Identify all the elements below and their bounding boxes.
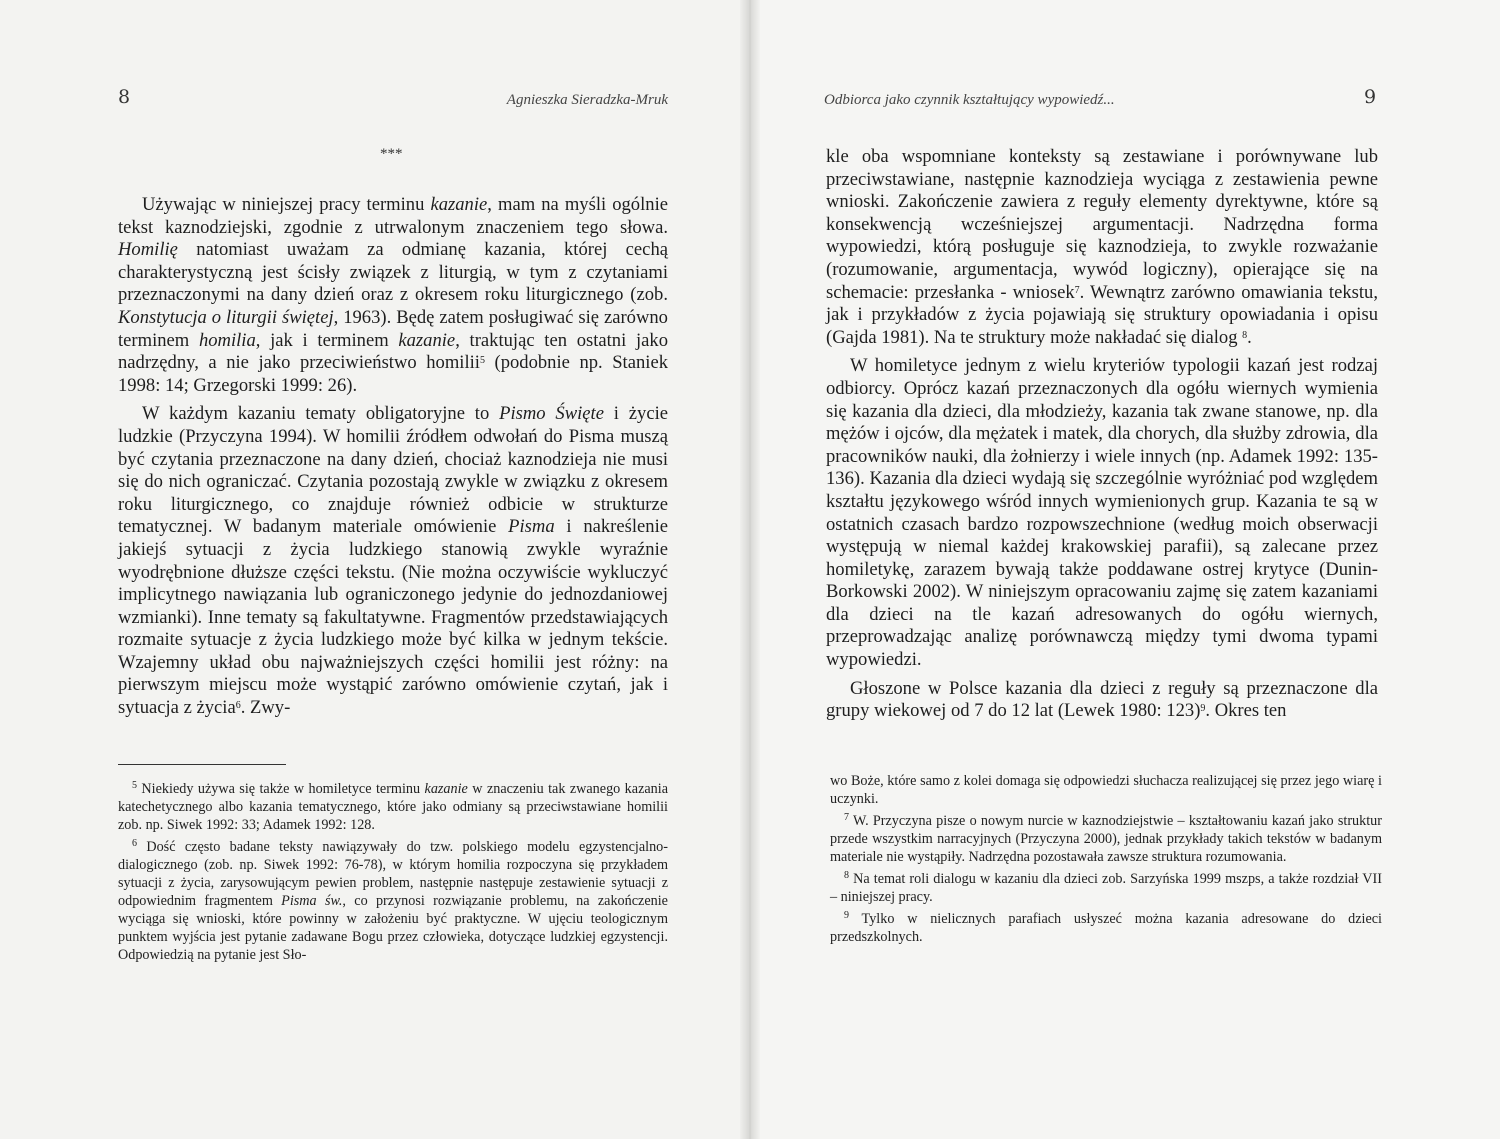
italic-text: Konstytucja o liturgii świętej	[118, 306, 334, 328]
note-reference: 9	[1200, 703, 1206, 715]
text-run: Tylko w nielicznych parafiach usłyszeć można kazania adresowane do dzieci przedszkolnych.	[830, 911, 1382, 945]
footnote	[830, 772, 1382, 808]
italic-text: Pismo Święte	[499, 403, 604, 425]
note-reference: 9	[844, 910, 849, 921]
italic-text: Homilię	[118, 239, 178, 261]
paragraph	[118, 194, 668, 397]
text-run: i nakreślenie jakiejś sytuacji z życia ludzkiego stanowią zwykle wyraźnie wyodrębnione dłuższe części tekstu. (Nie można oczywiście wykluczyć implicytnego nawiązania lub ograniczonego jedynie do jednozdaniowej wzmianki). Inne tematy są fakultatywne. Fragmentów przedstawiających rozmaite sytuacje z życia ludzkiego może być kilka w jednym tekście. Wzajemny układ obu najważniejszych części homilii jest różny: na pierwszym miejscu może wystąpić zarówno omówienie czytań, jak i sytuacja z życia	[118, 516, 668, 719]
note-reference: 8	[1242, 329, 1248, 341]
paragraph	[826, 355, 1378, 671]
paragraph	[118, 403, 668, 719]
italic-text: kazanie	[398, 329, 456, 351]
text-run: , traktując ten ostatni jako nadrzędny, a nie jako przeciwieństwo homilii	[118, 329, 668, 374]
text-run: Na temat roli dialogu w kazaniu dla dzieci zob. Sarzyńska 1999 mszps, a także rozdział VII – niniejszej pracy.	[830, 871, 1382, 905]
text-run: w znaczeniu tak zwanego kazania katechetycznego albo kazania tematycznego, które jako odmiany są przeciwstawiane homilii zob. np. Siwek 1992: 33; Adamek 1992: 128.	[118, 781, 668, 833]
text-run: Dość często badane teksty nawiązywały do tzw. polskiego modelu egzystencjalno-dialogicznego (zob. np. Siwek 1992: 76-78), w którym homilia rozpoczyna się przykładem sytuacji z życia, zarysowującym pewien problem, następnie następuje zestawienie sytuacji z odpowiednim fragmentem	[118, 839, 668, 909]
body-text	[118, 194, 668, 720]
footnote	[830, 870, 1382, 906]
text-run: . Zwy-	[240, 697, 291, 719]
text-run: (podobnie np. Staniek 1998: 14; Grzegorski 1999: 26).	[118, 352, 668, 396]
footnote	[830, 812, 1382, 866]
text-run: Używając w niniejszej pracy terminu	[142, 194, 431, 215]
footnotes	[118, 780, 668, 968]
text-run: Niekiedy używa się także w homiletyce terminu	[137, 781, 425, 797]
footnote	[118, 838, 668, 964]
note-reference: 7	[1074, 284, 1080, 296]
text-run: , 1963). Będę zatem posługiwać się zarówno terminem	[118, 306, 668, 351]
footnotes	[830, 772, 1382, 950]
left-page	[0, 0, 748, 1139]
note-reference: 8	[844, 870, 849, 881]
text-run: wo Boże, które samo z kolei domaga się odpowiedzi słuchacza realizującej się przez jego wiarę i uczynki.	[830, 773, 1382, 807]
paragraph	[826, 678, 1378, 723]
text-run: , mam na myśli ogólnie tekst kaznodziejski, zgodnie z utrwalonym znaczeniem tego słowa.	[118, 194, 668, 238]
note-reference: 7	[844, 812, 849, 823]
body-text	[826, 146, 1378, 723]
book-gutter	[740, 0, 760, 1139]
text-run: i życie ludzkie (Przyczyna 1994). W homilii źródłem odwołań do Pisma muszą być czytania przeznaczone na dany dzień, chociaż kaznodzieja nie musi się do nich ograniczać. Czytania pozostają zwykle w związku z okresem roku liturgicznego, co znajduje również odbicie w strukturze tematycznej. W badanym materiale omówienie	[118, 403, 669, 538]
italic-text: kazanie	[430, 194, 488, 215]
note-reference: 5	[479, 355, 485, 367]
right-page	[752, 0, 1500, 1139]
text-run: . Wewnątrz zarówno omawiania tekstu, jak i przykładów z życia pojawiają się struktury opowiadania i opisu (Gajda 1981). Na te struktury może nakładać się dialog	[826, 281, 1378, 348]
text-run: Głoszone w Polsce kazania dla dzieci z reguły są przeznaczone dla grupy wiekowej od 7 do 12 lat (Lewek 1980: 123)	[826, 677, 1378, 722]
text-run: .	[1247, 326, 1252, 348]
text-run: natomiast uważam za odmianę kazania, której cechą charakterystyczną jest ścisły związek z liturgią, w tym z czytaniami przeznaczonymi na dany dzień oraz z okresem roku liturgicznego (zob.	[118, 239, 668, 306]
italic-text: kazanie	[424, 781, 468, 797]
note-reference: 6	[132, 838, 137, 849]
note-reference: 5	[132, 780, 137, 791]
page-number: 8	[118, 86, 131, 108]
text-run: , jak i terminem	[255, 329, 399, 351]
page-number: 9	[1364, 86, 1377, 108]
italic-text: homilia	[198, 329, 256, 351]
text-run: W. Przyczyna pisze o nowym nurcie w kaznodziejstwie – kształtowaniu kazań jako struktur przede wszystkim narracyjnych (Przyczyna 2000), jednak przykłady takich tekstów w badanym materiale nie wystąpiły. Nadrzędna pozostawała zawsze struktura rozumowania.	[830, 813, 1382, 865]
text-run: kle oba wspomniane konteksty są zestawiane i porównywane lub przeciwstawiane, następnie kaznodzieja wyciąga z zestawienia pewne wnioski. Zakończenie zawiera z reguły elementy dyrektywne, które są konsekwencją wcześniejszej argumentacji. Nadrzędna forma wypowiedzi, którą posługuje się kaznodzieja, to zwykle rozważanie (rozumowanie, argumentacja, wywód logiczny), opierające się na schemacie: przesłanka - wniosek	[826, 146, 1378, 303]
text-run: . Okres ten	[1205, 700, 1287, 722]
text-run: , co przynosi rozwiązanie problemu, na zakończenie wyciąga się wnioski, które powinny w założeniu być praktyczne. W ujęciu teologicznym punktem wyjścia jest pytanie zadawane Bogu przez człowieka, dotyczące ludzkiej egzystencji. Odpowiedzią na pytanie jest Sło-	[118, 893, 668, 963]
text-run: W każdym kazaniu tematy obligatoryjne to	[142, 403, 500, 425]
footnote	[830, 910, 1382, 946]
footnote-rule	[118, 764, 286, 765]
text-run: W homiletyce jednym z wielu kryteriów typologii kazań jest rodzaj odbiorcy. Oprócz kazań przeznaczonych dla ogółu wiernych wymienia się kazania dla dzieci, dla młodzieży, kazania tak zwane stanowe, np. dla mężów i ojców, dla mężatek i matek, dla chorych, dla służby zdrowia, dla pracowników nauki, dla żołnierzy i wiele innych (np. Adamek 1992: 135-136). Kazania dla dzieci wydają się szczególnie wyróżniać pod względem kształtu językowego wśród innych wymienionych grup. Kazania te są w ostatnich czasach bardzo rozpowszechnione (według moich obserwacji występują w niemal każdej krakowskiej parafii), są zalecane przez homiletykę, zarazem bywają także poddawane ostrej krytyce (Dunin-Borkowski 2002). W niniejszym opracowaniu zajmę się zatem kazaniami dla dzieci na tle kazań adresowanych do ogółu wiernych, przeprowadzając analizę porównawczą między tymi dwoma typami wypowiedzi.	[826, 355, 1378, 671]
running-head: Odbiorca jako czynnik kształtujący wypowiedź...	[824, 92, 1115, 108]
section-marker: ***	[380, 146, 403, 162]
footnote	[118, 780, 668, 834]
running-head: Agnieszka Sieradzka-Mruk	[506, 92, 668, 108]
note-reference: 6	[235, 700, 241, 712]
italic-text: Pisma św.	[281, 893, 343, 909]
paragraph	[826, 146, 1378, 349]
italic-text: Pisma	[508, 516, 555, 538]
